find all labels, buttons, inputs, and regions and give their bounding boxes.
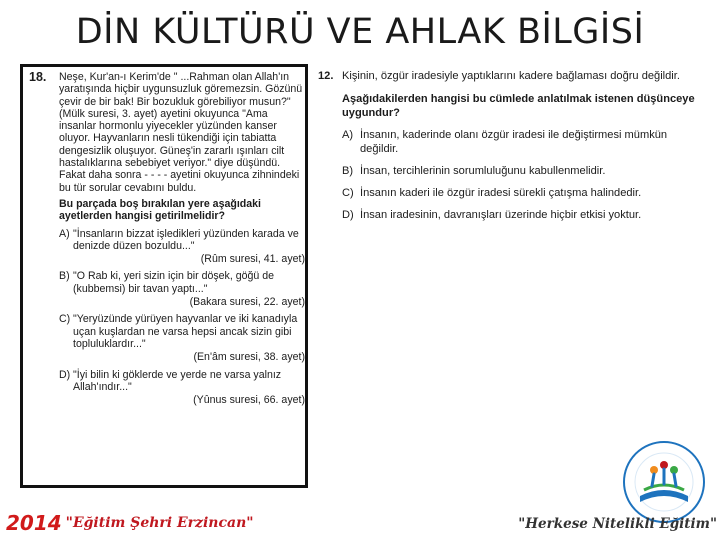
option-source: (Yûnus suresi, 66. ayet) (193, 394, 305, 407)
option-letter: D) (342, 209, 354, 221)
question-18-box (20, 64, 308, 488)
question-stem: Bu parçada boş bırakılan yere aşağıdaki ayetlerden hangisi getirilmelidir? (59, 197, 261, 223)
option-letter: C) (59, 313, 71, 326)
question-12 (318, 69, 698, 222)
answer-option-b (342, 164, 698, 178)
footer-slogan: "Eğitim Şehri Erzincan" (65, 515, 254, 531)
option-letter: B) (342, 165, 354, 177)
answer-option-c (342, 186, 698, 200)
option-source: (En'âm suresi, 38. ayet) (193, 351, 305, 364)
option-text: İnsan, tercihlerinin sorumluluğunu kabullenmelidir. (360, 165, 606, 177)
option-source: (Bakara suresi, 22. ayet) (189, 296, 305, 309)
question-passage: Neşe, Kur'an-ı Kerim'de " ...Rahman olan Allah'ın yaratışında hiçbir uygunsuzluk göremezsin. Gözünü çevir de bir bak! Bir bozukluk görebiliyor musun?" (Mülk suresi, 3. ayet) ayetini okuyunca "Ama insanlar hormonlu yiyecekler yüzünden kanser oluyor. Hayvanların nesli tükendiği için tabiatta dengesizlik oluşuyor. Güneş'in zararlı ışınları cilt hastalıklarına sebebiyet veriyor." diye düşündü. Fakat daha sonra - - - - ayetini okuyunca zihnindeki bu tür sorular cevabını buldu. (59, 71, 303, 194)
option-text: "İnsanların bizzat işledikleri yüzünden karada ve denizde düzen bozuldu..." (73, 227, 299, 252)
question-number: 18. (29, 70, 47, 84)
option-letter: C) (342, 187, 354, 199)
answer-option-d (59, 369, 305, 407)
answer-option-c (59, 313, 305, 363)
slide-title: DİN KÜLTÜRÜ VE AHLAK BİLGİSİ (75, 12, 645, 52)
option-source: (Rûm suresi, 41. ayet) (200, 253, 305, 266)
option-text: İnsan iradesinin, davranışları üzerinde hiçbir etkisi yoktur. (360, 209, 642, 221)
option-letter: B) (59, 270, 70, 283)
question-passage: Kişinin, özgür iradesiyle yaptıklarını kadere bağlaması doğru değildir. (342, 70, 680, 82)
answer-option-b (59, 270, 305, 308)
question-number: 12. (318, 70, 334, 82)
option-text: İnsanın kaderi ile özgür iradesi sürekli çatışma halindedir. (360, 187, 642, 199)
answer-option-a (59, 228, 305, 266)
footer-year: 2014 (6, 511, 62, 535)
option-letter: A) (342, 129, 354, 141)
option-text: "O Rab ki, yeri sizin için bir döşek, göğü de (kubbemsi) bir tavan yaptı..." (73, 270, 275, 295)
footer-motto: "Herkese Nitelikli Eğitim" (518, 516, 717, 532)
option-text: İnsanın, kaderinde olanı özgür iradesi ile değiştirmesi mümkün değildir. (360, 129, 668, 155)
option-letter: D) (59, 368, 71, 381)
footer-slogan-group (6, 511, 254, 535)
option-text: "İyi bilin ki göklerde ve yerde ne varsa yalnız Allah'ındır..." (73, 368, 282, 393)
answer-option-d (342, 208, 698, 222)
education-directorate-logo (622, 440, 706, 524)
question-stem: Aşağıdakilerden hangisi bu cümlede anlatılmak istenen düşünceye uygundur? (342, 93, 695, 119)
option-letter: A) (59, 227, 70, 240)
option-text: "Yeryüzünde yürüyen hayvanlar ve iki kanadıyla uçan kuşlardan ne varsa hepsi ancak sizin gibi topluluklardır..." (73, 313, 298, 350)
answer-option-a (342, 128, 698, 156)
